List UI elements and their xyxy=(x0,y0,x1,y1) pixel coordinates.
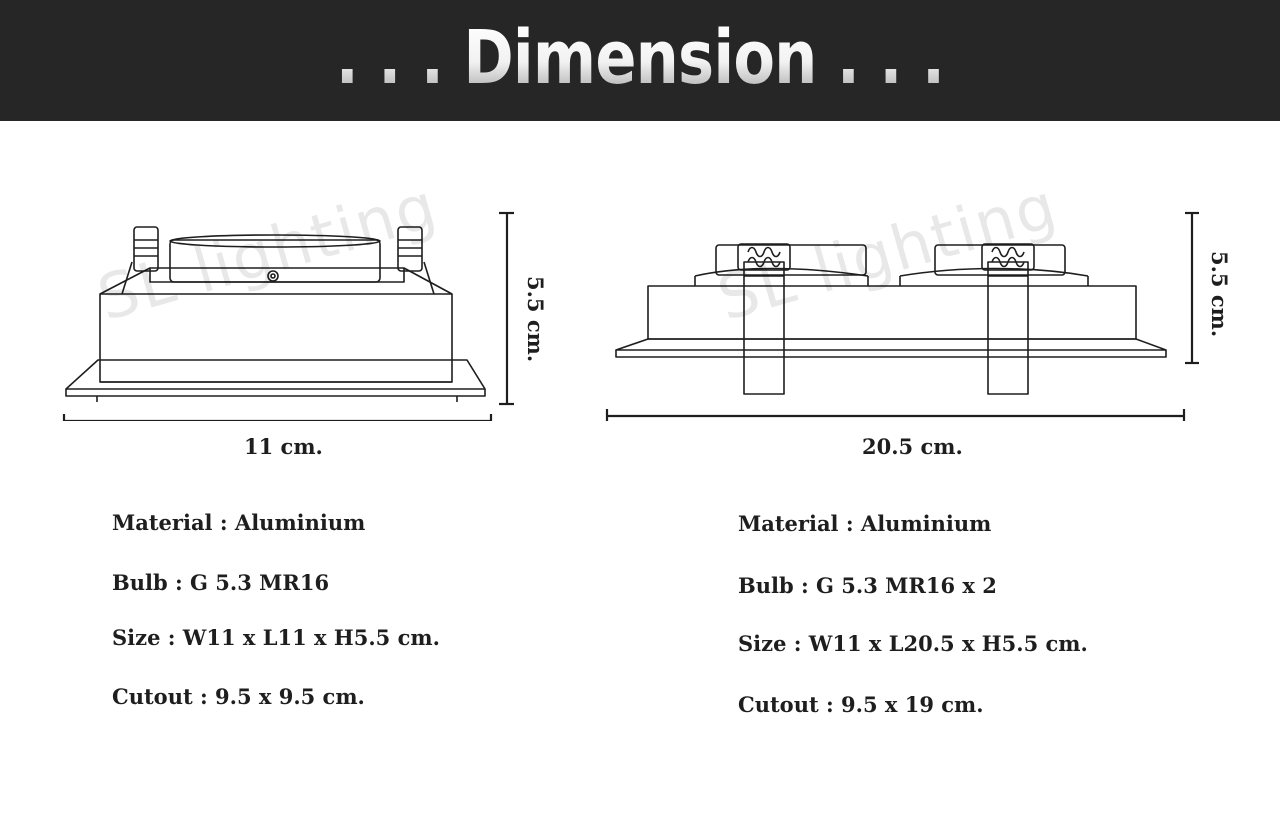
title-banner xyxy=(0,0,1280,121)
double-height-dimension xyxy=(1185,213,1199,363)
spec-bulb: Bulb : G 5.3 MR16 x 2 xyxy=(738,573,997,598)
spec-material: Material : Aluminium xyxy=(738,511,992,536)
single-height-label: 5.5 cm. xyxy=(523,276,548,363)
page-title: . . . Dimension . . . xyxy=(335,14,945,101)
spec-material: Material : Aluminium xyxy=(112,510,366,535)
single-height-dimension xyxy=(499,213,514,404)
spec-bulb: Bulb : G 5.3 MR16 xyxy=(112,570,330,595)
watermark-left: SL lighting xyxy=(89,168,446,335)
watermark-right: SL lighting xyxy=(709,168,1066,335)
spec-cutout: Cutout : 9.5 x 19 cm. xyxy=(738,692,984,717)
double-width-dimension xyxy=(607,409,1184,421)
spec-size: Size : W11 x L11 x H5.5 cm. xyxy=(112,625,440,650)
spec-cutout: Cutout : 9.5 x 9.5 cm. xyxy=(112,684,365,709)
single-width-dimension xyxy=(64,414,491,421)
double-width-label: 20.5 cm. xyxy=(862,434,963,459)
spec-size: Size : W11 x L20.5 x H5.5 cm. xyxy=(738,631,1088,656)
double-height-label: 5.5 cm. xyxy=(1207,251,1232,338)
single-width-label: 11 cm. xyxy=(244,434,323,459)
